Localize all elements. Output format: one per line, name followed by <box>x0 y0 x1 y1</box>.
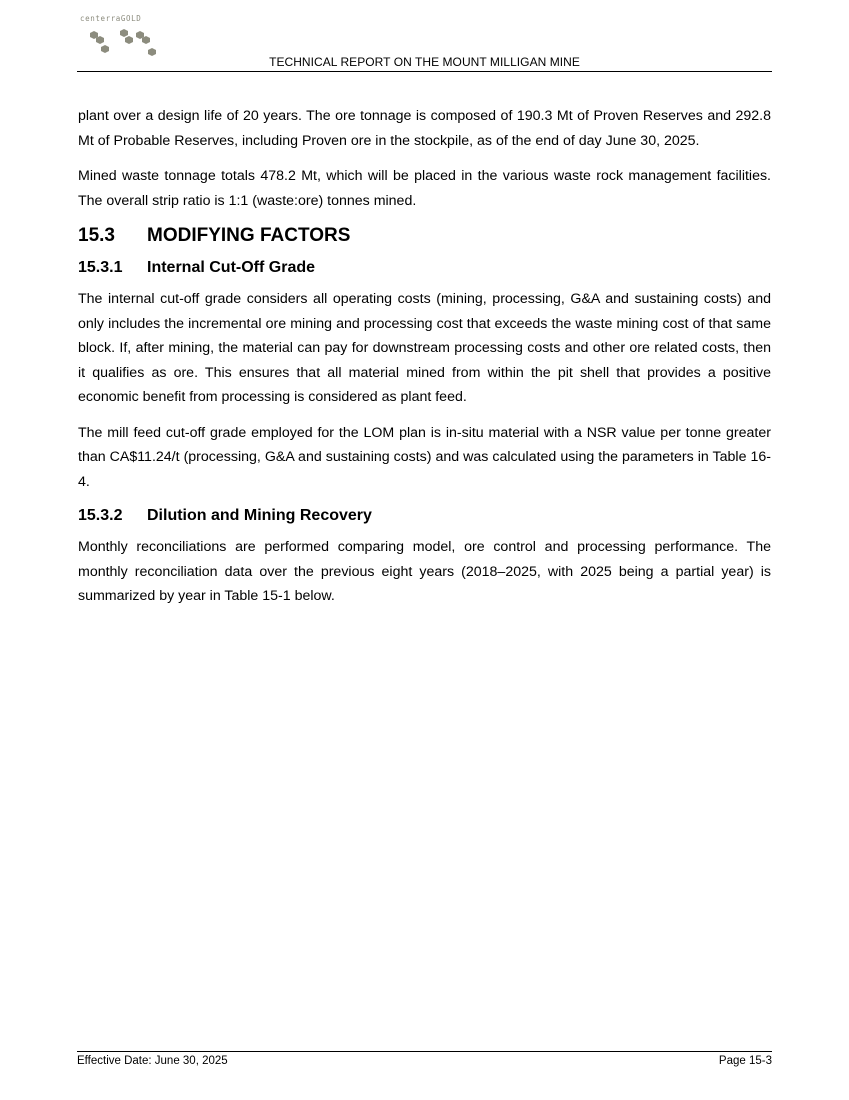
section-title: MODIFYING FACTORS <box>147 225 351 246</box>
page-content <box>78 104 771 620</box>
section-title: Dilution and Mining Recovery <box>147 507 372 524</box>
paragraph-waste-tonnage: Mined waste tonnage totals 478.2 Mt, which will be placed in the various waste rock management facilities. The overall strip ratio is 1:1 (waste:ore) tonnes mined. <box>78 168 771 209</box>
paragraph-mill-feed-cutoff: The mill feed cut-off grade employed for the LOM plan is in-situ material with a NSR value per tonne greater than CA$11.24/t (processing, G&A and sustaining costs) and was calculated using the parameters in Table 16-4. <box>78 424 771 490</box>
paragraph-reserves: plant over a design life of 20 years. The ore tonnage is composed of 190.3 Mt of Proven Reserves and 292.8 Mt of Probable Reserves, including Proven ore in the stockpile, as of the end of day June 30, 2025. <box>78 108 771 149</box>
paragraph-reconciliation: Monthly reconciliations are performed comparing model, ore control and processing performance. The monthly reconciliation data over the previous eight years (2018–2025, with 2025 being a partial year) is summarized by year in Table 15-1 below. <box>78 539 771 604</box>
section-heading-15-3-2 <box>78 505 771 527</box>
logo-wordmark: centerraGOLD <box>80 14 142 23</box>
section-number: 15.3 <box>78 225 115 246</box>
section-heading-15-3-1 <box>78 257 771 279</box>
paragraph-internal-cutoff: The internal cut-off grade considers all operating costs (mining, processing, G&A and sustaining costs) and only includes the incremental ore mining and processing cost that exceeds the waste mining cost of that same block. If, after mining, the material can pay for downstream processing costs and other ore related costs, then it qualifies as ore. This ensures that all material mined from within the pit shell that provides a positive economic benefit from processing is considered as plant feed. <box>78 291 771 405</box>
report-title: TECHNICAL REPORT ON THE MOUNT MILLIGAN MINE <box>269 55 580 69</box>
section-number: 15.3.1 <box>78 259 123 276</box>
page-footer <box>77 1051 772 1067</box>
section-heading-15-3 <box>78 224 771 248</box>
page-number: Page 15-3 <box>718 1055 772 1067</box>
page-header <box>77 12 772 72</box>
effective-date: Effective Date: June 30, 2025 <box>77 1055 228 1067</box>
section-title: Internal Cut-Off Grade <box>147 259 316 276</box>
section-number: 15.3.2 <box>78 507 123 524</box>
